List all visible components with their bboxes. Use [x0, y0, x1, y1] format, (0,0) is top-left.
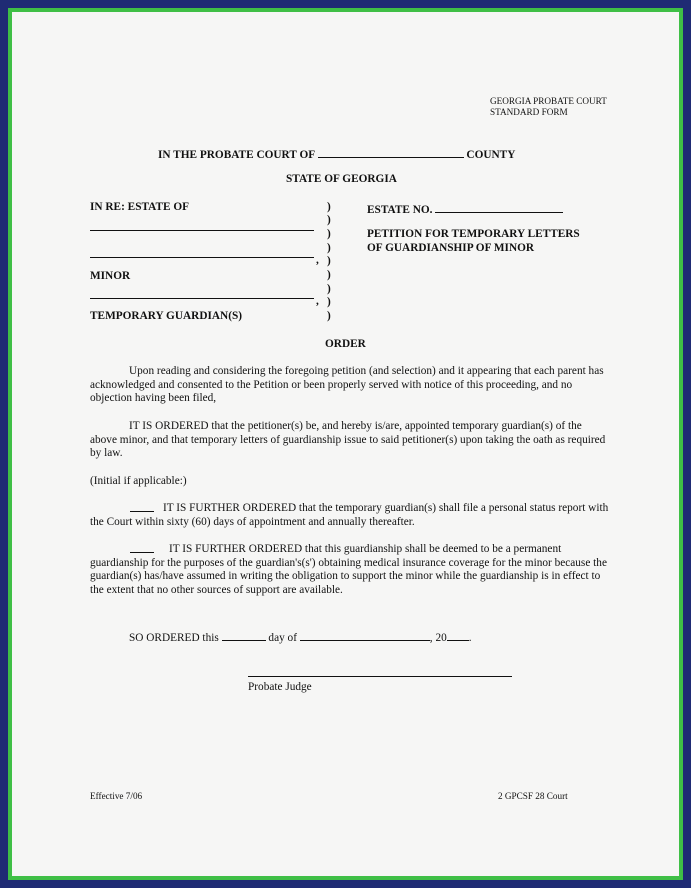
paren-9: ): [327, 310, 331, 322]
minor-name-blank[interactable]: [90, 257, 314, 258]
estate-no-line: [367, 201, 563, 218]
paren-2: ): [327, 214, 331, 226]
order-para-4: IT IS FURTHER ORDERED that this guardianship shall be deemed to be a permanent guardianship for the purposes of the guardian's(s') obtaining medical insurance coverage for the minor because the guardian(s) has/have assumed in writing the obligation to support the minor while the guardianship is in effect to the extent that no other sources of support are available.: [90, 543, 607, 596]
year-prefix: , 20: [429, 632, 447, 644]
paren-4: ): [327, 242, 331, 254]
in-re-label: IN RE: ESTATE OF: [90, 201, 190, 213]
guardian-label: TEMPORARY GUARDIAN(S): [90, 310, 243, 322]
footer-form-no: 2 GPCSF 28 Court: [498, 791, 568, 801]
initial-note: (Initial if applicable:): [90, 475, 187, 487]
paren-5: ): [327, 255, 331, 267]
court-prefix: IN THE PROBATE COURT OF: [158, 149, 315, 161]
order-para-2: IT IS ORDERED that the petitioner(s) be, and hereby is/are, appointed temporary guardian(s) of the above minor, and that temporary letters of guardianship issue to said petitioner(s) upon taking the oath as required by law.: [90, 420, 606, 459]
so-ordered-line: [129, 629, 472, 646]
order-para-3: IT IS FURTHER ORDERED that the temporary guardian(s) shall file a personal status report with the Court within sixty (60) days of appointment and annually thereafter.: [90, 502, 609, 528]
county-label: COUNTY: [466, 149, 516, 161]
document-page: [12, 12, 679, 876]
petition-line2: OF GUARDIANSHIP OF MINOR: [367, 242, 535, 254]
minor-label: MINOR: [90, 270, 131, 282]
estate-no-blank[interactable]: [435, 201, 563, 213]
paren-7: ): [327, 283, 331, 295]
month-blank[interactable]: [300, 629, 430, 641]
minor-comma: ,: [316, 254, 319, 266]
header-court-line2: STANDARD FORM: [490, 107, 568, 117]
header-court-line1: GEORGIA PROBATE COURT: [490, 96, 607, 106]
court-line: [158, 146, 515, 163]
footer-effective: Effective 7/06: [90, 791, 143, 801]
inner-frame: [8, 8, 683, 880]
paren-6: ): [327, 269, 331, 281]
so-ordered-label: SO ORDERED this: [129, 632, 219, 644]
paren-1: ): [327, 201, 331, 213]
petition-line1: PETITION FOR TEMPORARY LETTERS: [367, 228, 580, 240]
so-ordered-period: .: [468, 632, 472, 644]
paren-8: ): [327, 296, 331, 308]
estate-no-label: ESTATE NO.: [367, 204, 433, 216]
paren-3: ): [327, 228, 331, 240]
order-title: ORDER: [325, 338, 366, 350]
year-blank[interactable]: [447, 629, 469, 641]
judge-signature-line[interactable]: [248, 676, 512, 677]
estate-name-blank[interactable]: [90, 230, 314, 231]
day-of-label: day of: [268, 632, 297, 644]
judge-label: Probate Judge: [248, 681, 312, 693]
guardian-comma: ,: [316, 295, 319, 307]
state-line: STATE OF GEORGIA: [286, 173, 397, 185]
order-para-1: Upon reading and considering the foregoing petition (and selection) and it appearing that each parent has acknowledged and consented to the Petition or been properly served with notice of this proceeding, and no objection having been filed,: [90, 365, 604, 404]
day-blank[interactable]: [222, 629, 266, 641]
guardian-name-blank[interactable]: [90, 298, 314, 299]
county-blank[interactable]: [318, 146, 464, 158]
